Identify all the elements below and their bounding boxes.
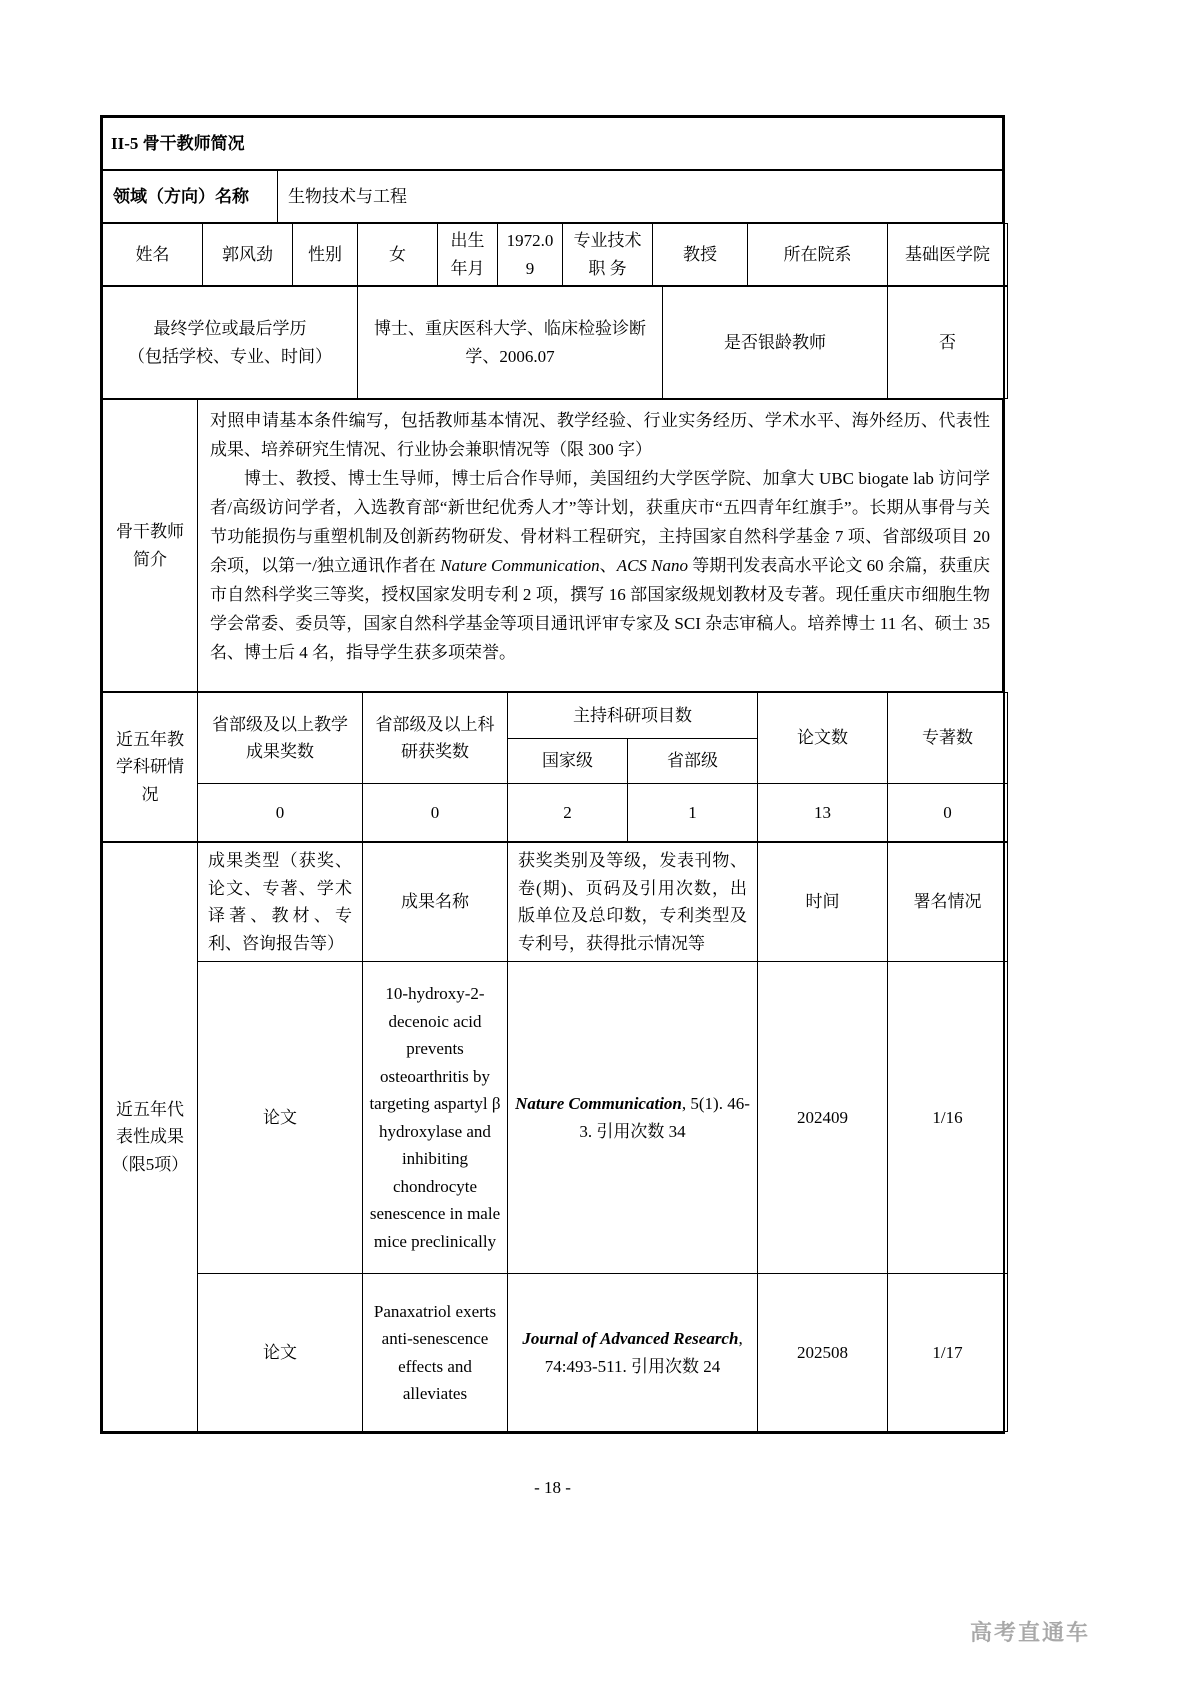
domain-label: 领域（方向）名称 — [103, 171, 278, 223]
form-title: II-5 骨干教师简况 — [103, 118, 1003, 170]
projects-label: 主持科研项目数 — [508, 693, 758, 739]
papers-label: 论文数 — [758, 693, 888, 784]
degree-label-line1: 最终学位或最后学历 — [153, 319, 307, 339]
books-label: 专著数 — [888, 693, 1008, 784]
achievement-sign-header: 署名情况 — [888, 843, 1008, 962]
national-level-value: 2 — [508, 784, 628, 842]
achievement-row — [103, 1274, 1008, 1432]
papers-value: 13 — [758, 784, 888, 842]
birth-value: 1972.09 — [498, 224, 563, 286]
research-award-label: 省部级及以上科研获奖数 — [363, 693, 508, 784]
watermark-text: 高考直通车 — [969, 1620, 1090, 1645]
domain-value: 生物技术与工程 — [278, 171, 1003, 223]
name-label: 姓名 — [103, 224, 203, 286]
achievement-type: 论文 — [198, 1274, 363, 1432]
department-label: 所在院系 — [748, 224, 888, 286]
teacher-profile-form — [100, 115, 1005, 1434]
degree-value: 博士、重庆医科大学、临床检验诊断学、2006.07 — [358, 287, 663, 399]
gender-label: 性别 — [293, 224, 358, 286]
achievements-section-label: 近五年代表性成果（限5项） — [103, 843, 198, 1432]
teaching-award-value: 0 — [198, 784, 363, 842]
title-table — [102, 117, 1003, 170]
profile-content-cell — [198, 400, 1003, 692]
achievement-type: 论文 — [198, 962, 363, 1274]
achievement-detail: Nature Communication, 5(1). 46-3. 引用次数 34 — [508, 962, 758, 1274]
degree-table — [102, 286, 1008, 399]
basic-info-table — [102, 223, 1008, 286]
professional-title-value: 教授 — [653, 224, 748, 286]
gender-value: 女 — [358, 224, 438, 286]
achievement-sign: 1/17 — [888, 1274, 1008, 1432]
professional-title-label-line1: 专业技术 — [573, 231, 642, 250]
professional-title-label — [563, 224, 653, 286]
page-number: - 18 - — [534, 1478, 571, 1497]
profile-note: 对照申请基本条件编写，包括教师基本情况、教学经验、行业实务经历、学术水平、海外经历、代表性成果、培养研究生情况、行业协会兼职情况等（限 300 字） — [210, 411, 990, 460]
provincial-level-value: 1 — [628, 784, 758, 842]
department-value: 基础医学院 — [888, 224, 1008, 286]
name-value: 郭风劲 — [203, 224, 293, 286]
provincial-level-label: 省部级 — [628, 739, 758, 784]
silver-teacher-value: 否 — [888, 287, 1008, 399]
silver-teacher-label: 是否银龄教师 — [663, 287, 888, 399]
achievement-time-header: 时间 — [758, 843, 888, 962]
birth-label: 出生年月 — [438, 224, 498, 286]
profile-section-label: 骨干教师简介 — [103, 400, 198, 692]
achievements-table — [102, 842, 1008, 1432]
degree-label-line2: （包括学校、专业、时间） — [128, 346, 332, 366]
profile-body: 博士、教授、博士生导师，博士后合作导师，美国纽约大学医学院、加拿大 UBC biogate lab 访问学者/高级访问学者，入选教育部“新世纪优秀人才”等计划，获重庆市“五四青年红旗手”。长期从事骨与关节功能损伤与重塑机制及创新药物研发、骨材料工程研究，主持国家自然科学基金 7 项、省部级项目 20 余项，以第一/独立通讯作者在 Nature Communication、ACS Nano 等期刊发表高水平论文 60 余篇，获重庆市自然科学奖三等奖，授权国家发明专利 2 项，撰写 16 部国家级规划教材及专著。现任重庆市细胞生物学会常委、委员等，国家自然科学基金等项目通讯评审专家及 SCI 杂志审稿人。培养博士 11 名、硕士 35 名、博士后 4 名，指导学生获多项荣誉。 — [210, 469, 991, 663]
achievement-name: 10-hydroxy-2-decenoic acid prevents osteoarthritis by targeting aspartyl β hydroxylase and inhibiting chondrocyte senescence in male mice preclinically — [363, 962, 508, 1274]
achievement-time: 202508 — [758, 1274, 888, 1432]
stats-table — [102, 692, 1008, 842]
achievement-detail-header: 获奖类别及等级，发表刊物、卷(期)、页码及引用次数，出版单位及总印数，专利类型及专利号，获得批示情况等 — [508, 843, 758, 962]
achievement-time: 202409 — [758, 962, 888, 1274]
research-award-value: 0 — [363, 784, 508, 842]
books-value: 0 — [888, 784, 1008, 842]
stats-section-label: 近五年教学科研情况 — [103, 693, 198, 842]
national-level-label: 国家级 — [508, 739, 628, 784]
achievement-detail: Journal of Advanced Research, 74:493-511. 引用次数 24 — [508, 1274, 758, 1432]
achievement-name: Panaxatriol exerts anti-senescence effects and alleviates — [363, 1274, 508, 1432]
achievement-sign: 1/16 — [888, 962, 1008, 1274]
profile-table — [102, 399, 1003, 692]
domain-table — [102, 170, 1003, 223]
teaching-award-label: 省部级及以上教学成果奖数 — [198, 693, 363, 784]
degree-label — [103, 287, 358, 399]
achievement-name-header: 成果名称 — [363, 843, 508, 962]
professional-title-label-line2: 职 务 — [588, 258, 627, 278]
achievement-row — [103, 962, 1008, 1274]
achievement-type-header: 成果类型（获奖、论文、专著、学术译著、教材、专利、咨询报告等） — [198, 843, 363, 962]
